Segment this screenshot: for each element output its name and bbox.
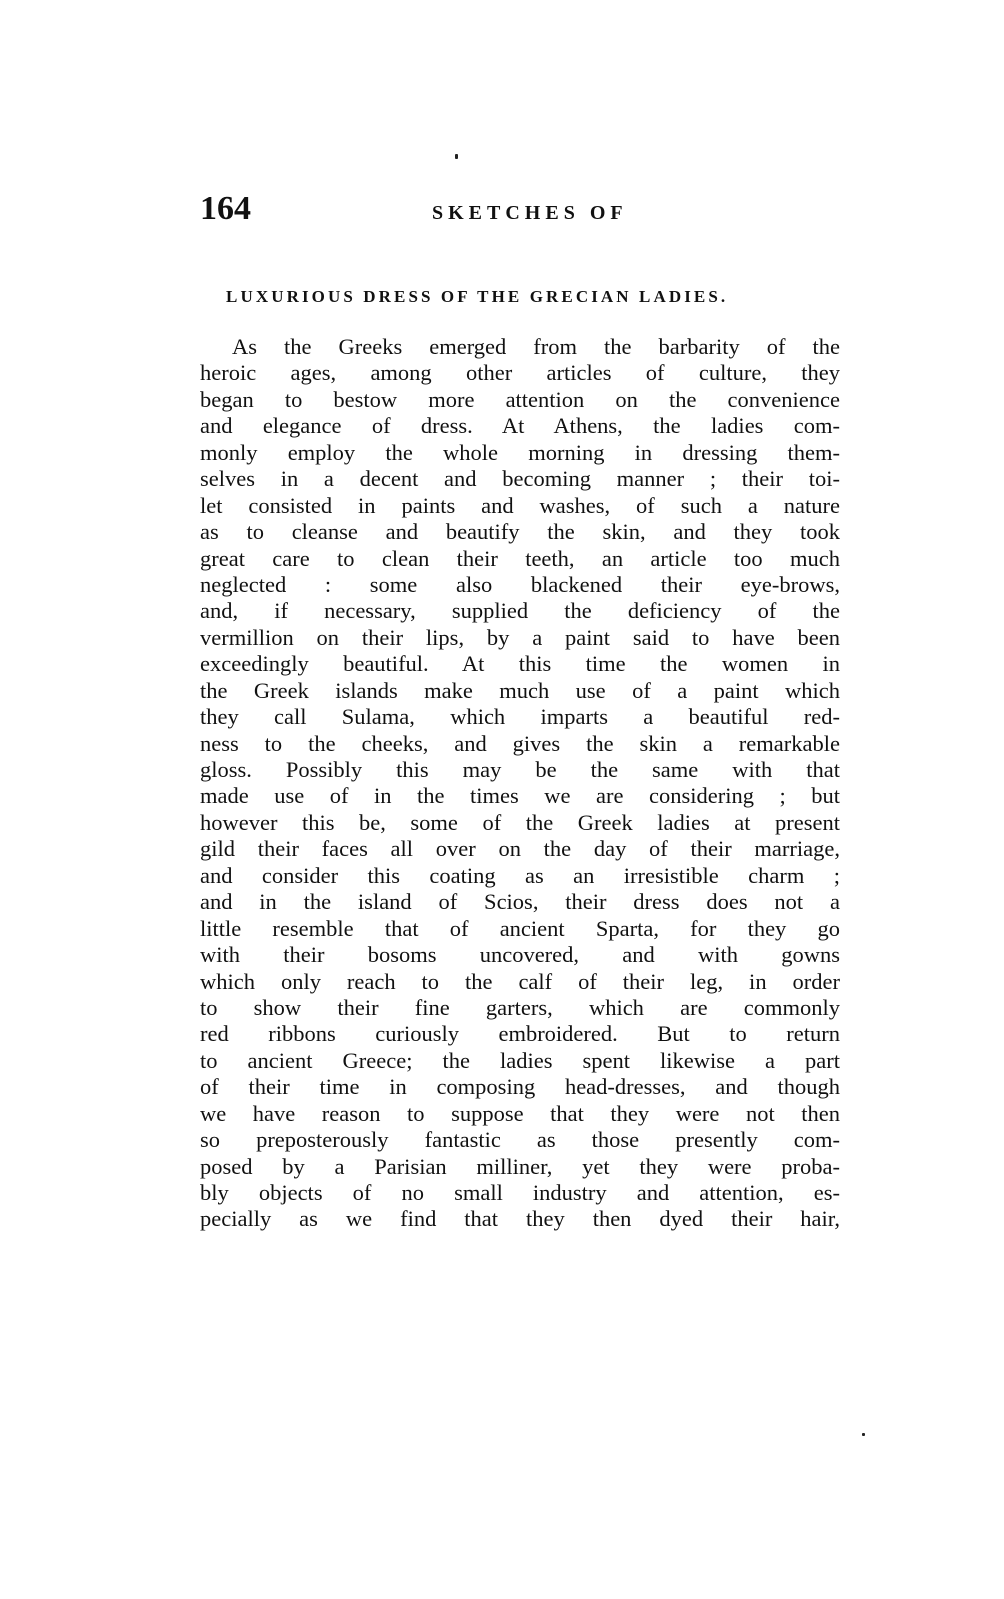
text-line: to show their fine garters, which are commonly [200,994,840,1020]
text-line: and elegance of dress. At Athens, the ladies com- [200,413,840,439]
text-line: red ribbons curiously embroidered. But to return [200,1021,840,1047]
text-line: neglected : some also blackened their eye-brows, [200,571,840,597]
text-line: as to cleanse and beautify the skin, and they took [200,519,840,545]
page-number: 164 [200,190,251,227]
text-line: ness to the cheeks, and gives the skin a remarkable [200,730,840,756]
text-line: monly employ the whole morning in dressing them- [200,439,840,465]
text-line: and in the island of Scios, their dress does not a [200,889,840,915]
text-line: selves in a decent and becoming manner ; their toi- [200,466,840,492]
text-line: with their bosoms uncovered, and with gowns [200,942,840,968]
text-line: which only reach to the calf of their leg, in order [200,968,840,994]
text-line: pecially as we find that they then dyed their hair, [200,1206,840,1232]
text-line: great care to clean their teeth, an article too much [200,545,840,571]
text-line: made use of in the times we are considering ; but [200,783,840,809]
text-line: posed by a Parisian milliner, yet they were proba- [200,1153,840,1179]
text-line: and consider this coating as an irresistible charm ; [200,862,840,888]
body-text [200,334,840,1233]
text-line: vermillion on their lips, by a paint said to have been [200,624,840,650]
text-line: As the Greeks emerged from the barbarity of the [232,334,840,359]
text-line: gloss. Possibly this may be the same with that [200,757,840,782]
text-line: exceedingly beautiful. At this time the women in [200,651,840,677]
text-line: we have reason to suppose that they were not then [200,1100,840,1126]
ink-speck [862,1433,865,1436]
text-line: so preposterously fantastic as those presently com- [200,1127,840,1153]
running-head: SKETCHES OF [432,202,628,224]
text-line: they call Sulama, which imparts a beautiful red- [200,704,840,730]
text-line: however this be, some of the Greek ladies at present [200,809,840,835]
text-line: bly objects of no small industry and attention, es- [200,1180,840,1205]
text-line: little resemble that of ancient Sparta, for they go [200,915,840,941]
text-line: and, if necessary, supplied the deficiency of the [200,598,840,624]
text-line: to ancient Greece; the ladies spent likewise a part [200,1047,840,1073]
text-line: began to bestow more attention on the convenience [200,386,840,412]
text-line: let consisted in paints and washes, of such a nature [200,492,840,518]
text-line: the Greek islands make much use of a paint which [200,677,840,703]
text-line: gild their faces all over on the day of their marriage, [200,836,840,862]
text-line: heroic ages, among other articles of culture, they [200,360,840,386]
ink-speck [455,154,458,159]
text-line: of their time in composing head-dresses, and though [200,1074,840,1100]
section-title: LUXURIOUS DRESS OF THE GRECIAN LADIES. [226,287,729,306]
page-header [200,190,840,234]
